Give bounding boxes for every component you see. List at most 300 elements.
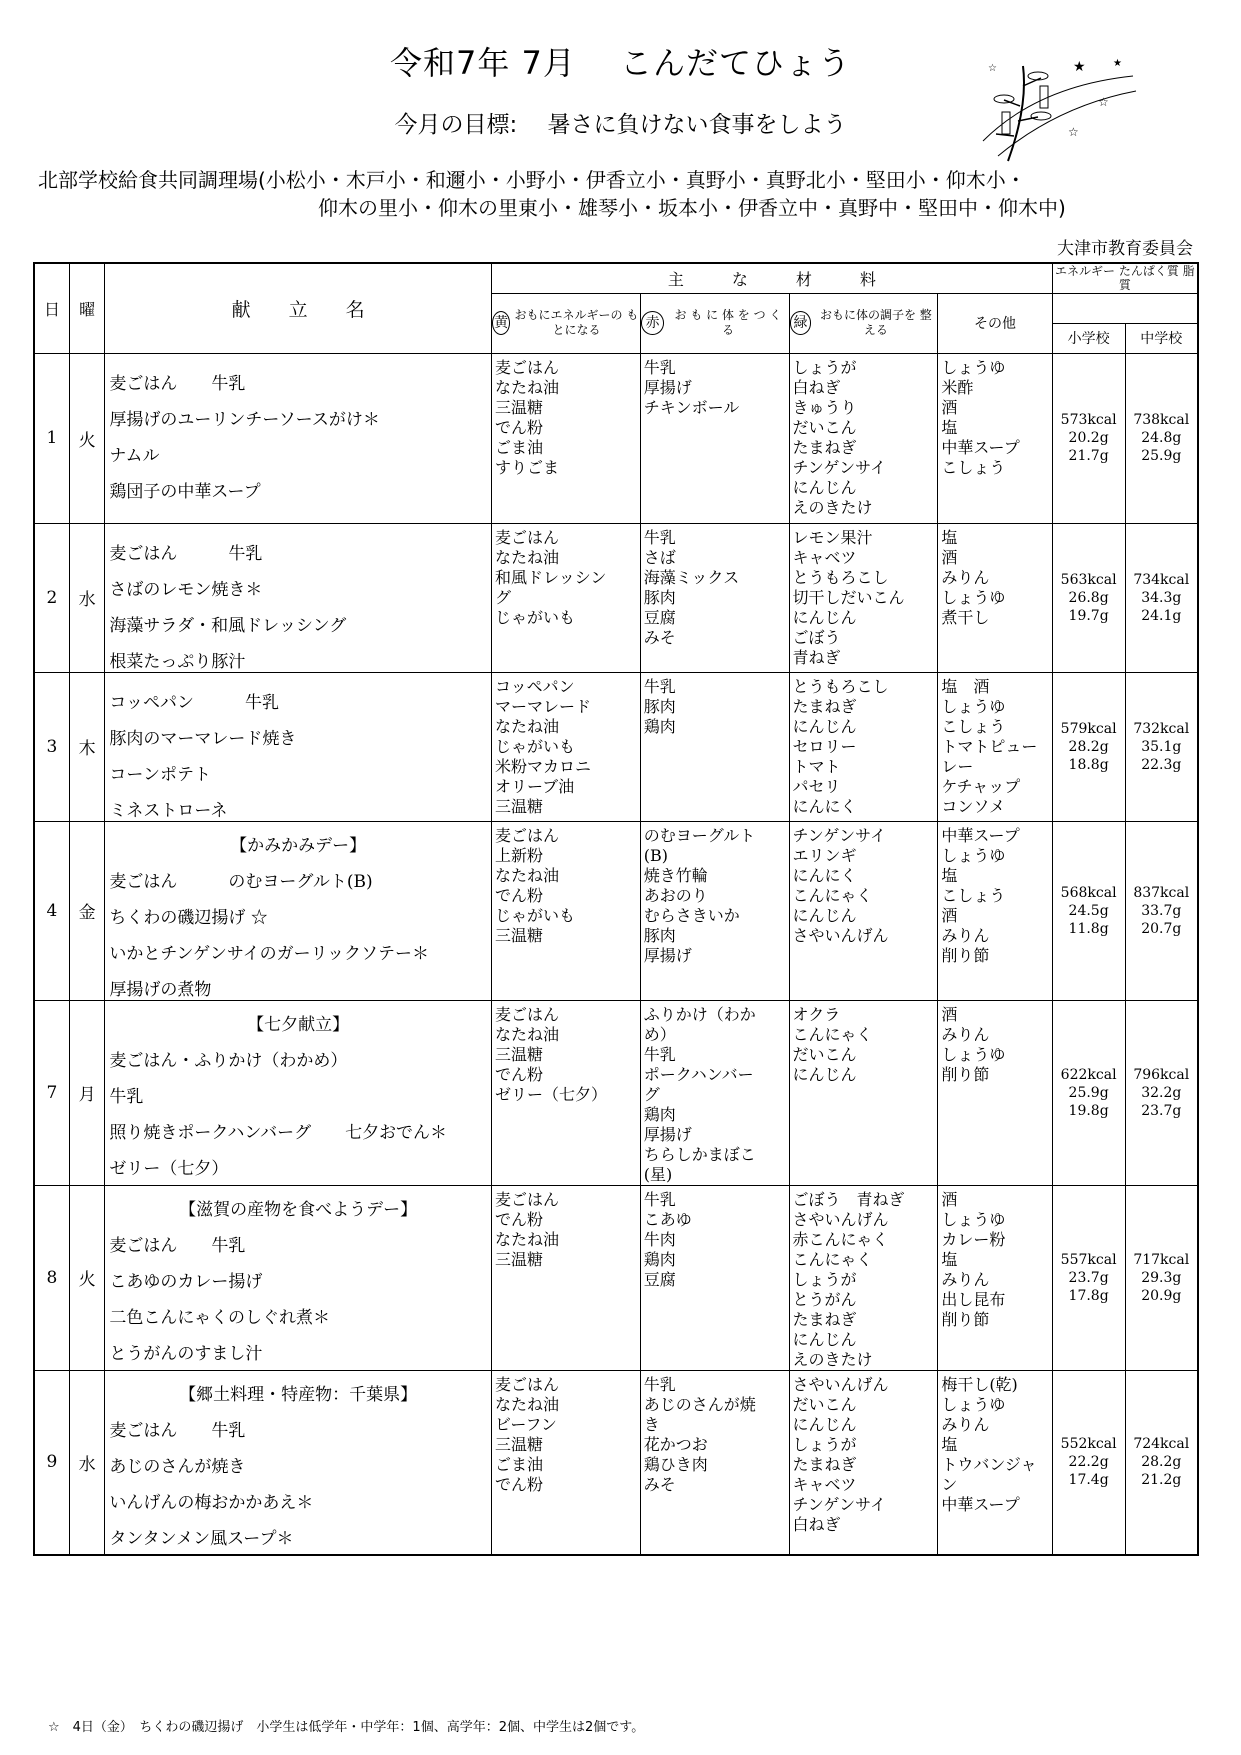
ingredient: 酒	[941, 1189, 958, 1209]
dish-item: 麦ごはん 牛乳	[109, 543, 263, 564]
dish-item: タンタンメン風スープ＊	[109, 1528, 294, 1549]
nutrition-value: 20.7g	[1141, 920, 1182, 937]
ingredients-yellow	[491, 523, 640, 672]
ingredient: みりん	[941, 1024, 990, 1044]
ingredient: にんじん	[792, 1064, 857, 1084]
ingredient: さば	[643, 547, 676, 567]
ingredient: しょうが	[792, 357, 857, 377]
ingredient: みそ	[643, 627, 676, 647]
nutrition-value: 796kcal	[1133, 1066, 1190, 1083]
ingredients-yellow	[491, 353, 640, 523]
menu-row	[34, 353, 1198, 523]
ingredients-red	[640, 353, 789, 523]
dish-item: 麦ごはん のむヨーグルト(B)	[109, 871, 373, 892]
ingredients-other	[938, 523, 1052, 672]
ingredient: なたね油	[494, 1229, 559, 1249]
ingredients-yellow	[491, 1000, 640, 1185]
ingredient: 三温糖	[494, 796, 543, 816]
menu-row	[34, 821, 1198, 1000]
ingredient: なたね油	[494, 716, 559, 736]
green-group-icon: 緑	[790, 311, 812, 335]
ingredient: しょうが	[792, 1269, 857, 1289]
day-number: 7	[34, 1000, 69, 1185]
ingredient: しょうゆ	[941, 1209, 1006, 1229]
ingredient: 海藻ミックス	[643, 567, 740, 587]
col-green	[789, 293, 938, 353]
day-number: 9	[34, 1370, 69, 1555]
ingredient: ポークハンバー	[643, 1064, 754, 1084]
ingredient: レモン果汁	[792, 527, 873, 547]
ingredient: パセリ	[792, 776, 841, 796]
ingredient: 鶏肉	[643, 1249, 676, 1269]
nutrition-value: 25.9g	[1068, 1084, 1109, 1101]
nutrition-value: 557kcal	[1060, 1251, 1117, 1268]
nutrition-elem	[1052, 1185, 1125, 1370]
dish-item: 麦ごはん・ふりかけ（わかめ）	[109, 1050, 348, 1071]
ingredient: とうもろこし	[792, 676, 889, 696]
ingredient: しょうゆ	[941, 587, 1006, 607]
ingredient: 豆腐	[643, 607, 676, 627]
nutrition-value: 26.8g	[1068, 589, 1109, 606]
tanabata-illustration	[978, 46, 1138, 166]
ingredient: トマト	[792, 756, 841, 776]
nutrition-junior	[1125, 523, 1198, 672]
ingredient: チキンボール	[643, 397, 740, 417]
ingredient: でん粉	[494, 1474, 543, 1494]
ingredient: だいこん	[792, 1394, 857, 1414]
ingredient: しょうゆ	[941, 1394, 1006, 1414]
day-of-week: 火	[69, 1185, 104, 1370]
ingredient: こんにゃく	[792, 1024, 873, 1044]
ingredient: 三温糖	[494, 925, 543, 945]
nutrition-junior	[1125, 821, 1198, 1000]
ingredient: 削り節	[941, 945, 990, 965]
ingredient: ケチャップ	[941, 776, 1021, 796]
ingredient: こあゆ	[643, 1209, 692, 1229]
ingredient: トウバンジャ	[941, 1454, 1037, 1474]
ingredients-red	[640, 1000, 789, 1185]
ingredient: 米粉マカロニ	[494, 756, 591, 776]
ingredient: 牛乳	[643, 676, 676, 696]
ingredient: さやいんげん	[792, 925, 889, 945]
ingredient: 中華スープ	[941, 1494, 1020, 1514]
nutrition-value: 622kcal	[1060, 1066, 1117, 1083]
dish-item: 厚揚げのユーリンチーソースがけ＊	[109, 409, 380, 430]
ingredient: にんじん	[792, 477, 857, 497]
day-of-week: 木	[69, 672, 104, 821]
col-elementary: 小学校	[1052, 323, 1125, 353]
dish-item: 麦ごはん 牛乳	[109, 1420, 246, 1441]
ingredient: しょうが	[792, 1434, 857, 1454]
ingredient: オリーブ油	[494, 776, 575, 796]
nutrition-value: 24.8g	[1141, 430, 1182, 446]
ingredient: むらさきいか	[643, 905, 740, 925]
ingredient: (B)	[643, 845, 668, 865]
ingredient: ごぼう	[792, 627, 841, 647]
ingredient: 切干しだいこん	[792, 587, 905, 607]
ingredient: 三温糖	[494, 1249, 543, 1269]
dish-item: 根菜たっぷり豚汁	[109, 651, 246, 672]
ingredients-red	[640, 672, 789, 821]
ingredient: とうもろこし	[792, 567, 889, 587]
ingredient: にんじん	[792, 1414, 857, 1434]
red-label: お も に 体 を つ く る	[674, 308, 782, 337]
day-of-week: 火	[69, 353, 104, 523]
ingredient: 鶏肉	[643, 716, 676, 736]
ingredient: 削り節	[941, 1309, 990, 1329]
ingredients-other	[938, 1370, 1052, 1555]
nutrition-value: 21.2g	[1141, 1472, 1182, 1489]
ingredient: 鶏ひき肉	[643, 1454, 708, 1474]
dish-item: ちくわの磯辺揚げ ☆	[109, 907, 268, 928]
education-board: 大津市教育委員会	[1057, 239, 1193, 259]
ingredient: こしょう	[941, 457, 1006, 477]
dish-item: さばのレモン焼き＊	[109, 579, 263, 600]
ingredient: 梅干し(乾)	[941, 1374, 1018, 1394]
ingredient: 麦ごはん	[494, 825, 559, 845]
ingredient: 青ねぎ	[792, 647, 841, 667]
day-of-week: 水	[69, 1370, 104, 1555]
ingredient: にんにく	[792, 796, 857, 816]
ingredients-green	[789, 523, 938, 672]
ingredients-yellow	[491, 1185, 640, 1370]
yellow-group-icon: 黄	[492, 311, 510, 335]
ingredient: じゃがいも	[494, 905, 575, 925]
ingredient: 豚肉	[643, 587, 676, 607]
ingredient: 牛肉	[643, 1229, 676, 1249]
nutrition-label: エネルギー たんぱく質 脂 質	[1055, 264, 1195, 293]
nutrition-value: 28.2g	[1141, 1454, 1182, 1471]
dish-item: 鶏団子の中華スープ	[109, 481, 261, 502]
ingredient: 牛乳	[643, 1189, 676, 1209]
ingredient: 三温糖	[494, 397, 543, 417]
ingredient: コッペパン	[494, 676, 575, 696]
ingredient: グ	[494, 587, 511, 607]
ingredient: 麦ごはん	[494, 1004, 559, 1024]
kitchen-line-1: 北部学校給食共同調理場(小松小・木戸小・和邇小・小野小・伊香立小・真野小・真野北小・堅田小・仰木小・	[38, 168, 1026, 192]
col-other: その他	[938, 293, 1052, 353]
day-number: 1	[34, 353, 69, 523]
nutrition-value: 35.1g	[1141, 738, 1182, 755]
nutrition-value: 33.7g	[1141, 902, 1182, 919]
col-yellow	[491, 293, 640, 353]
nutrition-value: 22.2g	[1068, 1454, 1109, 1471]
col-materials: 主 な 材 料	[491, 263, 1052, 293]
ingredient: 酒	[941, 397, 958, 417]
ingredient: オクラ	[792, 1004, 841, 1024]
nutrition-value: 563kcal	[1060, 571, 1117, 588]
dish-item: 二色こんにゃくのしぐれ煮＊	[109, 1307, 331, 1328]
day-number: 3	[34, 672, 69, 821]
nutrition-junior	[1125, 1000, 1198, 1185]
kitchen-line-2: 仰木の里小・仰木の里東小・雄琴小・坂本小・伊香立中・真野中・堅田中・仰木中)	[318, 196, 1066, 220]
ingredient: あじのさんが焼	[643, 1394, 756, 1414]
ingredient: (星)	[643, 1164, 673, 1184]
ingredient: 中華スープ	[941, 437, 1020, 457]
ingredient: カレー粉	[941, 1229, 1006, 1249]
ingredient: 牛乳	[643, 1044, 676, 1064]
ingredients-green	[789, 821, 938, 1000]
ingredient: なたね油	[494, 377, 559, 397]
ingredients-red	[640, 821, 789, 1000]
ingredient: たまねぎ	[792, 696, 857, 716]
nutrition-elem	[1052, 523, 1125, 672]
ingredient: 麦ごはん	[494, 527, 559, 547]
ingredient: 麦ごはん	[494, 1374, 559, 1394]
nutrition-value: 25.9g	[1141, 448, 1182, 464]
ingredient: 煮干し	[941, 607, 990, 627]
ingredient: 三温糖	[494, 1044, 543, 1064]
col-day: 日	[34, 263, 69, 353]
nutrition-value: 17.4g	[1068, 1472, 1109, 1489]
ingredient: しょうゆ	[941, 696, 1006, 716]
dish-list	[105, 821, 492, 1000]
ingredient: すりごま	[494, 457, 559, 477]
ingredient: 削り節	[941, 1064, 990, 1084]
nutrition-value: 34.3g	[1141, 589, 1182, 606]
svg-text:☆: ☆	[1068, 125, 1079, 139]
ingredients-other	[938, 1185, 1052, 1370]
ingredient: みりん	[941, 1414, 990, 1434]
ingredient: チンゲンサイ	[792, 457, 886, 477]
nutrition-value: 568kcal	[1060, 884, 1117, 901]
ingredient: にんじん	[792, 1329, 857, 1349]
ingredient: 白ねぎ	[792, 1514, 841, 1534]
ingredient: 厚揚げ	[643, 1124, 692, 1144]
ingredient: にんじん	[792, 905, 857, 925]
nutrition-value: 19.8g	[1068, 1102, 1109, 1119]
ingredient: 豆腐	[643, 1269, 676, 1289]
red-group-icon: 赤	[641, 311, 665, 335]
dish-item: コーンポテト	[109, 764, 212, 785]
ingredients-yellow	[491, 672, 640, 821]
ingredients-green	[789, 353, 938, 523]
event-label: 【滋賀の産物を食べようデー】	[179, 1199, 418, 1220]
dish-item: あじのさんが焼き	[109, 1456, 246, 1477]
dish-list	[105, 1370, 492, 1555]
ingredient: でん粉	[494, 417, 543, 437]
svg-text:★: ★	[1113, 58, 1122, 69]
nutrition-junior	[1125, 672, 1198, 821]
dish-item: とうがんのすまし汁	[109, 1343, 263, 1364]
ingredients-yellow	[491, 821, 640, 1000]
day-of-week: 金	[69, 821, 104, 1000]
ingredient: さやいんげん	[792, 1209, 889, 1229]
ingredient: あおのり	[643, 885, 708, 905]
ingredient: じゃがいも	[494, 736, 575, 756]
nutrition-value: 17.8g	[1068, 1287, 1109, 1304]
nutrition-value: 29.3g	[1141, 1269, 1182, 1286]
ingredient: 塩	[941, 865, 958, 885]
nutrition-value: 573kcal	[1060, 412, 1117, 428]
dish-item: ミネストローネ	[109, 800, 228, 821]
dish-item: 海藻サラダ・和風ドレッシング	[109, 615, 347, 636]
ingredient: でん粉	[494, 885, 543, 905]
ingredients-green	[789, 1185, 938, 1370]
nutrition-elem	[1052, 672, 1125, 821]
dish-item: 麦ごはん 牛乳	[109, 373, 246, 394]
ingredient: でん粉	[494, 1209, 543, 1229]
day-of-week: 月	[69, 1000, 104, 1185]
dish-item: 豚肉のマーマレード焼き	[109, 728, 297, 749]
nutrition-value: 20.9g	[1141, 1287, 1182, 1304]
dish-list	[105, 1000, 492, 1185]
ingredient: なたね油	[494, 1394, 559, 1414]
nutrition-value: 32.2g	[1141, 1084, 1182, 1101]
menu-row	[34, 1370, 1198, 1555]
dish-list	[105, 523, 492, 672]
ingredients-green	[789, 672, 938, 821]
ingredient: 麦ごはん	[494, 1189, 559, 1209]
ingredient: 塩	[941, 1434, 958, 1454]
ingredient: セロリー	[792, 736, 857, 756]
dish-list	[105, 353, 492, 523]
ingredient: えのきたけ	[792, 1349, 873, 1369]
ingredient: 酒	[941, 905, 958, 925]
nutrition-value: 24.5g	[1068, 902, 1109, 919]
nutrition-junior	[1125, 1185, 1198, 1370]
dish-item: いんげんの梅おかかあえ＊	[109, 1492, 314, 1513]
nutrition-elem	[1052, 1370, 1125, 1555]
nutrition-value: 732kcal	[1133, 720, 1190, 737]
ingredient: だいこん	[792, 417, 857, 437]
nutrition-elem	[1052, 353, 1125, 523]
ingredient: とうがん	[792, 1289, 857, 1309]
ingredients-red	[640, 523, 789, 672]
nutrition-value: 837kcal	[1133, 884, 1190, 901]
dish-item: ナムル	[109, 445, 160, 466]
day-number: 2	[34, 523, 69, 672]
nutrition-value: 19.7g	[1068, 607, 1109, 624]
nutrition-junior	[1125, 1370, 1198, 1555]
ingredients-other	[938, 353, 1052, 523]
ingredient: みそ	[643, 1474, 676, 1494]
menu-row	[34, 523, 1198, 672]
ingredient: 赤こんにゃく	[792, 1229, 889, 1249]
ingredient: 厚揚げ	[643, 377, 692, 397]
ingredient: 三温糖	[494, 1434, 543, 1454]
ingredient: えのきたけ	[792, 497, 873, 517]
svg-text:☆: ☆	[988, 63, 997, 74]
ingredient: コンソメ	[941, 796, 1005, 816]
col-nutrition	[1052, 263, 1198, 293]
ingredient: マーマレード	[494, 696, 591, 716]
day-number: 4	[34, 821, 69, 1000]
ingredient: でん粉	[494, 1064, 543, 1084]
ingredient: みりん	[941, 567, 990, 587]
ingredient: 酒	[941, 547, 958, 567]
day-of-week: 水	[69, 523, 104, 672]
col-junior: 中学校	[1125, 323, 1198, 353]
ingredient: 米酢	[941, 377, 974, 397]
dish-list	[105, 672, 492, 821]
event-label: 【七夕献立】	[247, 1014, 350, 1035]
ingredient: こんにゃく	[792, 885, 873, 905]
ingredient: しょうゆ	[941, 845, 1006, 865]
ingredient: 中華スープ	[941, 825, 1020, 845]
ingredient: ふりかけ（わか	[643, 1004, 756, 1024]
svg-text:★: ★	[1073, 59, 1086, 75]
ingredient: ごま油	[494, 437, 543, 457]
footnote: ☆ 4日（金） ちくわの磯辺揚げ 小学生は低学年・中学年：1個、高学年：2個、中学生は2個です。	[48, 1720, 645, 1735]
ingredient: みりん	[941, 925, 990, 945]
ingredient: め）	[643, 1024, 676, 1044]
ingredient: ごぼう 青ねぎ	[792, 1189, 905, 1209]
ingredient: ちらしかまぼこ	[643, 1144, 756, 1164]
nutrition-value: 22.3g	[1141, 756, 1182, 773]
ingredient: チンゲンサイ	[792, 825, 886, 845]
ingredient: 塩 酒	[941, 676, 990, 696]
nutrition-value: 552kcal	[1060, 1436, 1117, 1453]
dish-item: 厚揚げの煮物	[109, 979, 212, 1000]
ingredients-green	[789, 1370, 938, 1555]
ingredients-other	[938, 821, 1052, 1000]
ingredient: みりん	[941, 1269, 990, 1289]
ingredient: じゃがいも	[494, 607, 575, 627]
dish-item: コッペパン 牛乳	[109, 692, 280, 713]
col-red	[640, 293, 789, 353]
ingredient: こしょう	[941, 716, 1006, 736]
dish-list	[105, 1185, 492, 1370]
nutrition-value: 28.2g	[1068, 738, 1109, 755]
nutrition-value: 24.1g	[1141, 607, 1182, 624]
ingredient: たまねぎ	[792, 437, 857, 457]
event-label: 【かみかみデー】	[230, 835, 367, 856]
ingredient: 酒	[941, 1004, 958, 1024]
ingredient: キャベツ	[792, 547, 857, 567]
ingredient: しょうゆ	[941, 1044, 1006, 1064]
ingredient: 豚肉	[643, 696, 676, 716]
ingredient: 厚揚げ	[643, 945, 692, 965]
col-dow: 曜	[69, 263, 104, 353]
menu-row	[34, 1000, 1198, 1185]
dish-item: いかとチンゲンサイのガーリックソテー＊	[109, 943, 429, 964]
ingredient: キャベツ	[792, 1474, 857, 1494]
ingredient: 出し昆布	[941, 1289, 1006, 1309]
ingredient: 焼き竹輪	[643, 865, 708, 885]
ingredients-red	[640, 1370, 789, 1555]
ingredient: にんにく	[792, 865, 857, 885]
ingredient: 豚肉	[643, 925, 676, 945]
menu-table	[33, 262, 1199, 1556]
ingredient: なたね油	[494, 547, 559, 567]
ingredients-red	[640, 1185, 789, 1370]
ingredients-other	[938, 1000, 1052, 1185]
ingredient: 花かつお	[643, 1434, 708, 1454]
ingredient: レー	[941, 756, 974, 776]
ingredient: 麦ごはん	[494, 357, 559, 377]
nutrition-value: 21.7g	[1068, 448, 1109, 464]
ingredient: きゅうり	[792, 397, 857, 417]
event-label: 【郷土料理・特産物：千葉県】	[179, 1384, 418, 1405]
dish-item: 牛乳	[109, 1086, 144, 1107]
nutrition-elem	[1052, 821, 1125, 1000]
dish-item: 照り焼きポークハンバーグ 七夕おでん＊	[109, 1122, 447, 1143]
nutrition-value: 724kcal	[1133, 1436, 1190, 1453]
ingredient: チンゲンサイ	[792, 1494, 886, 1514]
ingredient: のむヨーグルト	[643, 825, 756, 845]
nutrition-junior	[1125, 353, 1198, 523]
ingredient: 塩	[941, 1249, 958, 1269]
dish-item: ゼリー（七夕）	[109, 1158, 229, 1179]
ingredient: たまねぎ	[792, 1309, 857, 1329]
green-label: おもに体の調子を 整える	[819, 308, 932, 337]
ingredient: にんじん	[792, 716, 857, 736]
ingredient: エリンギ	[792, 845, 857, 865]
ingredient: にんじん	[792, 607, 857, 627]
ingredient: ごま油	[494, 1454, 543, 1474]
ingredient: 塩	[941, 417, 958, 437]
